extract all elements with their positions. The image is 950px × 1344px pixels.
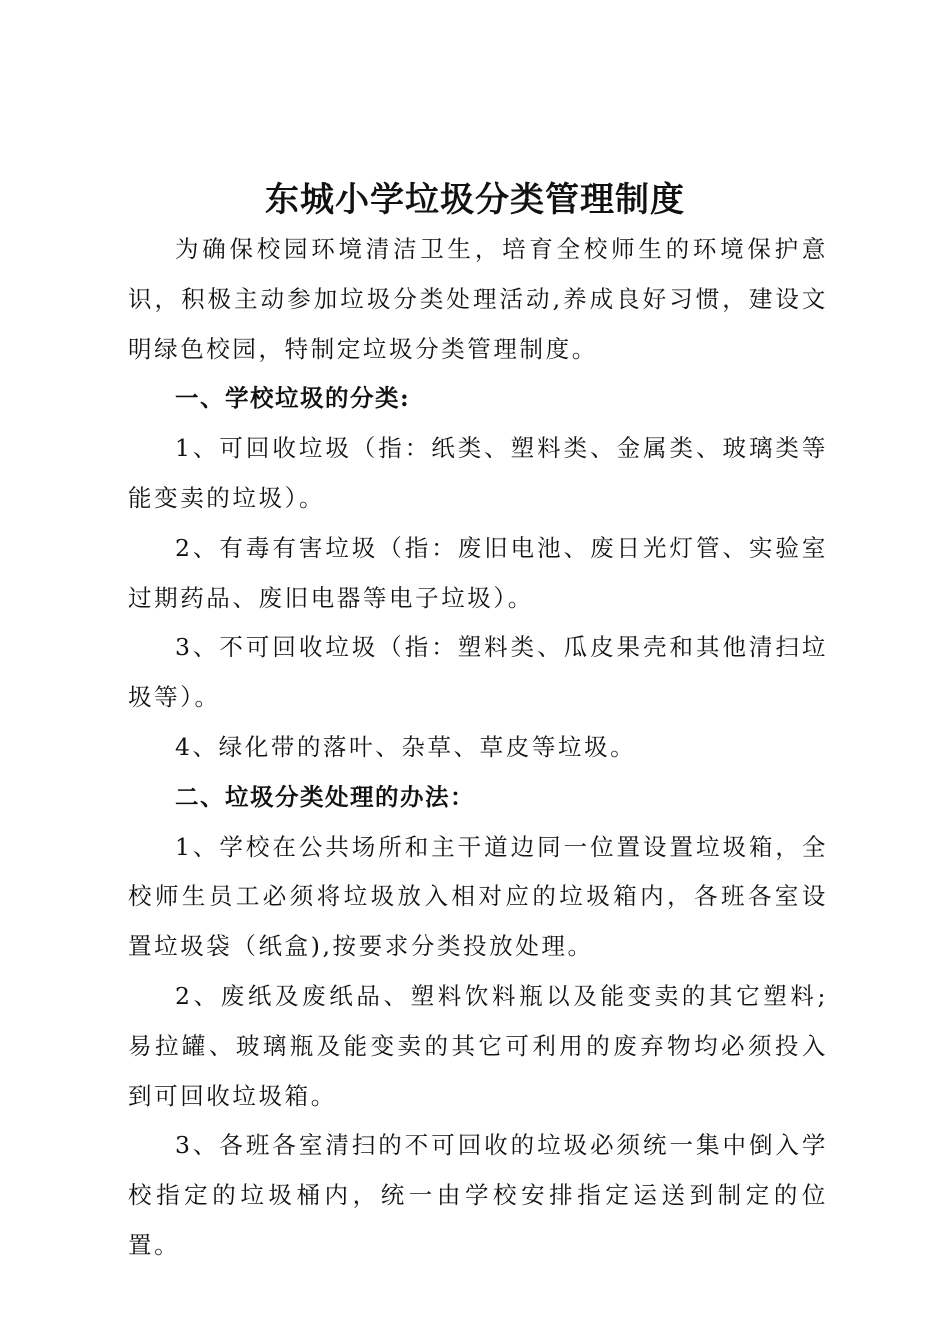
- section-1-heading: 一、学校垃圾的分类:: [175, 384, 411, 413]
- section-1-item: 2、有毒有害垃圾（指：废旧电池、废日光灯管、实验室过期药品、废旧电器等电子垃圾）。: [128, 533, 828, 612]
- section-2-heading: 二、垃圾分类处理的办法：: [175, 782, 475, 811]
- section-1-item: 1、可回收垃圾（指：纸类、塑料类、金属类、玻璃类等能变卖的垃圾）。: [128, 434, 828, 512]
- section-2-item: 1、学校在公共场所和主干道边同一位置设置垃圾箱，全校师生员工必须将垃圾放入相对应的垃圾箱内，各班各室设置垃圾袋（纸盒),按要求分类投放处理。: [128, 832, 828, 961]
- section-1-item: 3、不可回收垃圾（指：塑料类、瓜皮果壳和其他清扫垃圾等）。: [128, 633, 828, 712]
- intro-paragraph: 为确保校园环境清洁卫生，培育全校师生的环境保护意识，积极主动参加垃圾分类处理活动,养成良好习惯，建设文明绿色校园，特制定垃圾分类管理制度。: [128, 235, 828, 363]
- document-body: [128, 225, 828, 1271]
- section-1-item: 4、绿化带的落叶、杂草、草皮等垃圾。: [175, 732, 637, 761]
- section-2-item: 3、各班各室清扫的不可回收的垃圾必须统一集中倒入学校指定的垃圾桶内，统一由学校安排指定运送到制定的位置。: [128, 1131, 828, 1259]
- section-2-item: 2、废纸及废纸品、塑料饮料瓶以及能变卖的其它塑料;易拉罐、玻璃瓶及能变卖的其它可利用的废弃物均必须投入到可回收垃圾箱。: [128, 981, 828, 1110]
- document-title: 东城小学垃圾分类管理制度: [265, 180, 685, 220]
